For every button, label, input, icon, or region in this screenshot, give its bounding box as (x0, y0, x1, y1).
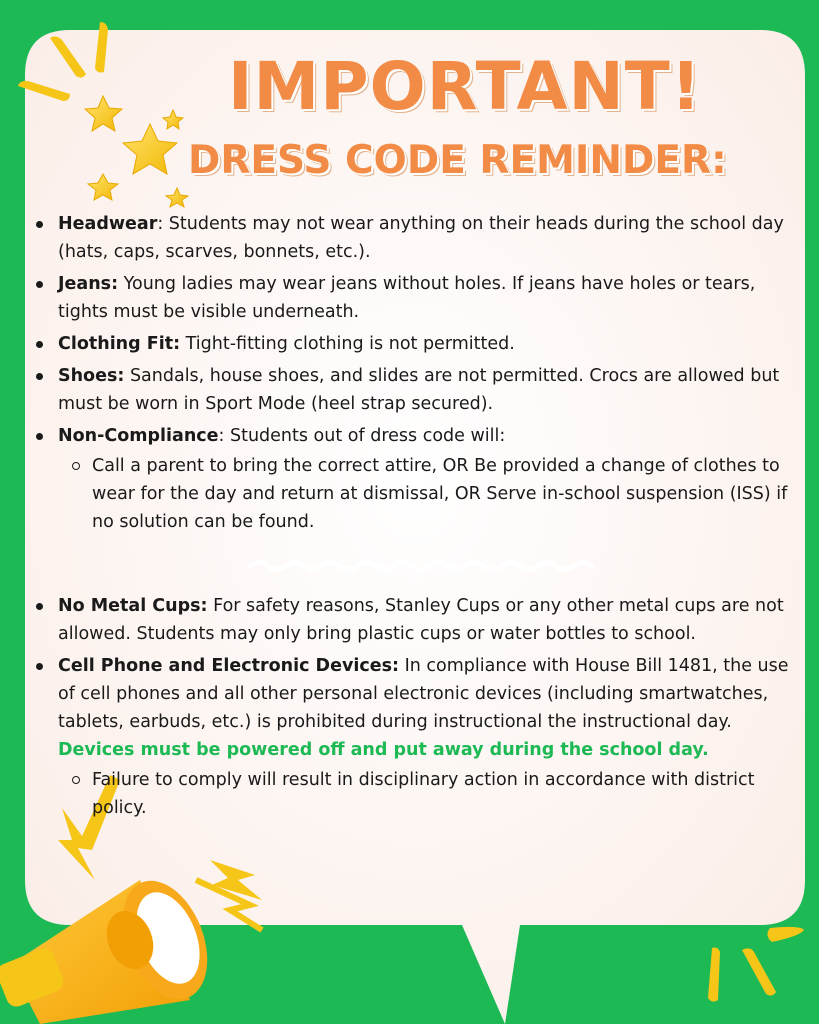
page-title: IMPORTANT! (228, 48, 702, 125)
list-item (30, 362, 800, 418)
list-item (30, 422, 800, 536)
rule-label: Non-Compliance (58, 426, 219, 446)
sub-list-item: Call a parent to bring the correct attire, OR Be provided a change of clothes to wear for the day and return at dismissal, OR Serve in-school suspension (ISS) if no solution can be found. (58, 452, 800, 536)
list-item (30, 210, 800, 266)
wave-divider-icon (248, 558, 603, 574)
dress-code-list (30, 210, 800, 536)
rule-text: Tight-fitting clothing is not permitted. (180, 334, 515, 354)
rule-label: No Metal Cups: (58, 596, 208, 616)
list-item (30, 592, 800, 648)
highlight-text: Devices must be powered off and put away during the school day. (58, 740, 709, 760)
list-item (30, 330, 800, 358)
rules-content (30, 210, 800, 826)
rule-label: Clothing Fit: (58, 334, 181, 354)
rule-label: Shoes: (58, 366, 125, 386)
sub-list (58, 766, 800, 822)
rule-label: Headwear (58, 214, 158, 234)
sub-list (58, 452, 800, 536)
rule-label: Jeans: (58, 274, 119, 294)
list-item (30, 270, 800, 326)
rule-text: : Students may not wear anything on their heads during the school day (hats, caps, scarves, bonnets, etc.). (58, 214, 784, 262)
list-item (30, 652, 800, 822)
wave-divider (30, 540, 800, 592)
rule-label: Cell Phone and Electronic Devices: (58, 656, 400, 676)
rule-text: For safety reasons, Stanley Cups or any other metal cups are not allowed. Students may only bring plastic cups or water bottles to school. (58, 596, 784, 644)
rule-text: Sandals, house shoes, and slides are not permitted. Crocs are allowed but must be worn in Sport Mode (heel strap secured). (58, 366, 780, 414)
rule-text: In compliance with House Bill 1481, the use of cell phones and all other personal electronic devices (including smartwatches, tablets, earbuds, etc.) is prohibited during instructional the instructional day. (58, 656, 789, 732)
policy-list (30, 592, 800, 822)
sparkle-ray-icon (708, 927, 804, 1002)
rule-text: Young ladies may wear jeans without holes. If jeans have holes or tears, tights must be visible underneath. (58, 274, 756, 322)
page-subtitle: DRESS CODE REMINDER: (188, 138, 727, 183)
rule-text: : Students out of dress code will: (218, 426, 506, 446)
sub-list-item: Failure to comply will result in disciplinary action in accordance with district policy. (58, 766, 800, 822)
